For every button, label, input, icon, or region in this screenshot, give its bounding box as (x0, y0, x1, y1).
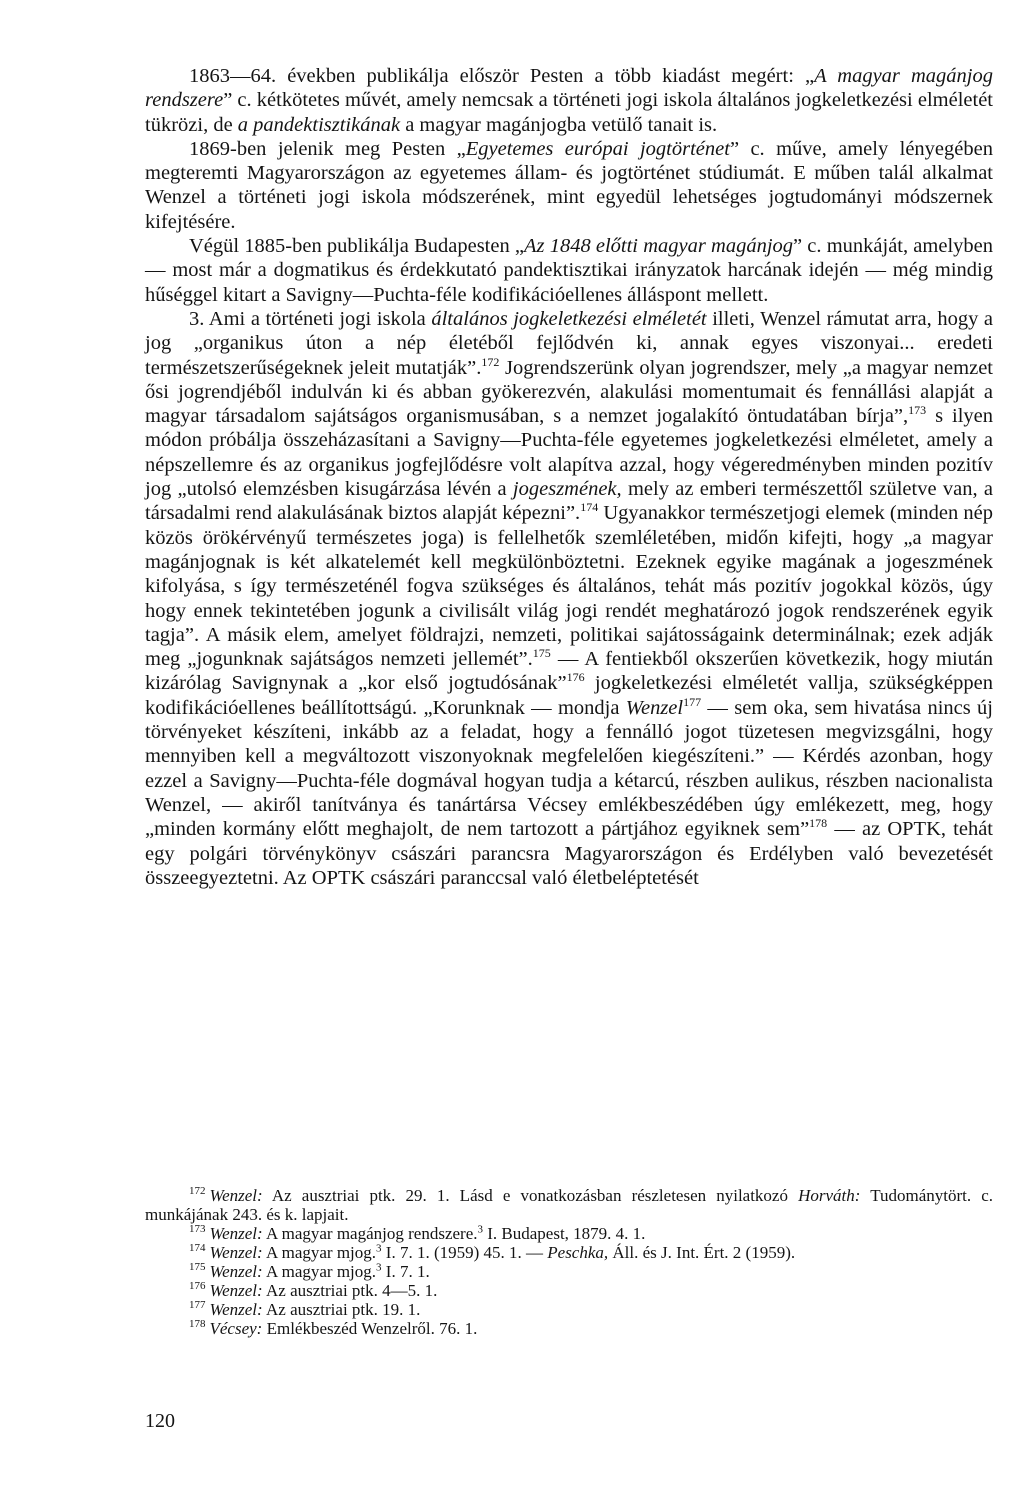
footnote-author: Wenzel: (209, 1243, 263, 1262)
book-title: A magyar magánjog rendszere (145, 65, 993, 112)
edition-sup: 3 (477, 1223, 483, 1236)
text-run: ” c. munkáját, amelyben — most már a dogmatikus és érdekkutató pandektisztikai irányzatok harcának idején — még mindig hűséggel kitart a Savigny—Puchta-féle kodifikációellenes álláspont mellett. (145, 235, 993, 306)
text-run: ” c. műve, amely lényegében megteremti Magyarországon az egyetemes állam- és jogtörténet stúdiumát. E műben talál alkalmat Wenzel a történeti jogi iskola módszerének, mint egyedül lehetséges jogtudományi módszernek kifejtésére. (145, 137, 993, 233)
footnotes (145, 1186, 993, 1338)
emphasis: a pandektisztikának (237, 113, 401, 136)
author-name: Wenzel (625, 696, 684, 719)
text-run: jogkeletkezési elméletét vallja, szükségképpen kodifikációellenes beállítottságú. „Korunknak — mondja (145, 672, 993, 719)
footnote-number: 172 (189, 1185, 206, 1198)
text-run: — az OPTK, tehát egy polgári törvénykönyv császári parancsra Magyarországon és Erdélyben való bevezetését összeegyeztetni. Az OPTK császári paranccsal való életbeléptetését (145, 818, 993, 889)
book-title: Egyetemes európai jogtörténet (465, 137, 730, 160)
footnote-text: Az ausztriai ptk. 29. 1. Lásd e vonatkozásban részletesen nyilatkozó (262, 1186, 799, 1205)
footnote-number: 174 (189, 1242, 206, 1255)
text-run: ” c. kétkötetes művét, amely nemcsak a történeti jogi iskola általános jogkeletkezési elméletét tükrözi, de (145, 89, 993, 136)
text-run: 1869-ben jelenik meg Pesten „ (189, 137, 466, 160)
footnote-author: Wenzel: (209, 1186, 263, 1205)
footnote-177 (145, 1300, 993, 1319)
footnote-text: A magyar mjog. (262, 1243, 377, 1262)
footnote-text: Az ausztriai ptk. 19. 1. (262, 1300, 421, 1319)
paragraph-4 (145, 307, 993, 890)
footnote-ref[interactable]: 174 (580, 500, 599, 515)
edition-sup: 3 (376, 1261, 382, 1274)
text-run: illeti, Wenzel rámutat arra, hogy a jog „organikus úton a nép életéből fejlődvén ki, annak egyes viszonyai... eredeti természetszerűségeknek jeleit mutatják”. (145, 307, 993, 379)
text-run: — A fentiekből okszerűen következik, hogy miután kizárólag Savignynak a „kor első jogtudósának” (145, 648, 993, 695)
footnote-text: I. 7. 1. (381, 1262, 430, 1281)
footnote-author: Wenzel: (209, 1300, 263, 1319)
edition-sup: 3 (376, 1242, 382, 1255)
text-run: a magyar magánjogba vetülő tanait is. (400, 113, 718, 136)
footnote-ref[interactable]: 175 (532, 646, 551, 661)
footnote-text: A magyar mjog. (262, 1262, 377, 1281)
text-run: Ugyanakkor természetjogi elemek (minden nép közös örökérvényű természetes joga) is fellelhetők szemléletében, midőn kifejti, hogy „a magyar magánjognak is két alkatelemét kell megkülönböztetni. Ezeknek egyike magának a jogeszmének kifolyása, s így természeténél fogva szükséges és általános, tehát más pozitív jogokkal közös, úgy hogy ennek tekintetében jogunk a civilisált világ jogi rendét meghatározó jogok rendszerének egyik tagja”. A másik elem, amelyet földrajzi, nemzeti, politikai sajátosságaink determinálnak; ezek adják meg „jogunknak sajátságos nemzeti jellemét”. (145, 502, 993, 671)
footnote-ref[interactable]: 173 (908, 403, 927, 418)
text-run: mely az emberi természettől születve van, a társadalmi rend alakulásának biztos alapját képezni”. (145, 478, 993, 525)
footnote-178 (145, 1319, 993, 1338)
footnote-172 (145, 1186, 993, 1224)
footnote-174 (145, 1243, 993, 1262)
footnote-176 (145, 1281, 993, 1300)
text-run: 3. Ami a történeti jogi iskola (189, 307, 432, 330)
footnote-author: Wenzel: (209, 1281, 263, 1300)
footnote-number: 176 (189, 1280, 206, 1293)
text-run: Végül 1885-ben publikálja Budapesten „ (189, 235, 524, 258)
footnote-text: A magyar magánjog rendszere. (262, 1224, 478, 1243)
footnote-ref[interactable]: 177 (683, 694, 702, 709)
footnote-ref[interactable]: 176 (566, 670, 585, 685)
footnote-text: Tudománytört. c. munkájának 243. és k. lapjait. (145, 1186, 993, 1224)
paragraph-2 (145, 137, 993, 234)
emphasis: jogeszmének, (512, 478, 622, 501)
footnote-author: Wenzel: (209, 1224, 263, 1243)
emphasis: általános jogkeletkezési elméletét (431, 307, 707, 330)
footnote-number: 173 (189, 1223, 206, 1236)
text-run: 1863—64. években publikálja először Pesten a több kiadást megért: „ (189, 65, 815, 87)
footnote-text: Emlékbeszéd Wenzelről. 76. 1. (262, 1319, 478, 1338)
paragraph-3 (145, 234, 993, 307)
footnote-text: I. Budapest, 1879. 4. 1. (483, 1224, 646, 1243)
footnote-text: I. 7. 1. (1959) 45. 1. — (381, 1243, 548, 1262)
footnote-number: 175 (189, 1261, 206, 1274)
footnote-author: Vécsey: (209, 1319, 263, 1338)
footnote-175 (145, 1262, 993, 1281)
body-text (145, 64, 993, 890)
footnote-author: Peschka, (547, 1243, 609, 1262)
footnote-ref[interactable]: 178 (809, 816, 828, 831)
text-run: Jogrendszerünk olyan jogrendszer, mely „a magyar nemzet ősi jogrendjéből indulván ki és abban gyökerezvén, alakulási momentumait és fennállási alapját a magyar társadalom sajátságos organismusában, s a nemzet jogalakító öntudatában bírja”, (145, 356, 993, 428)
footnote-text: Áll. és J. Int. Ért. 2 (1959). (608, 1243, 796, 1262)
page-number: 120 (145, 1410, 175, 1432)
text-run: s ilyen módon próbálja összeházasítani a Savigny—Puchta-féle egyetemes jogkeletkezési elméletet, amely a népszellemre és az organikus jogfejlődésre volt alapítva azzal, hogy végeredményben minden pozitív jog „utolsó elemzésben kisugárzása lévén a (145, 405, 993, 501)
book-title: Az 1848 előtti magyar magánjog (524, 235, 794, 258)
paragraph-1 (145, 64, 993, 137)
footnote-number: 177 (189, 1299, 206, 1312)
footnote-text: Az ausztriai ptk. 4—5. 1. (262, 1281, 438, 1300)
footnote-number: 178 (189, 1318, 206, 1331)
footnote-173 (145, 1224, 993, 1243)
footnote-ref[interactable]: 172 (481, 354, 500, 369)
footnote-author: Horváth: (798, 1186, 861, 1205)
footnote-author: Wenzel: (209, 1262, 263, 1281)
text-run: — sem oka, sem hivatása nincs új törvényeket készíteni, inkább az a feladat, hogy a fennálló jogot tüzetesen megvizsgálni, hogy mennyiben kell a megváltozott viszonyoknak megfelelően kiegészíteni.” — Kérdés azonban, hogy ezzel a Savigny—Puchta-féle dogmával hogyan tudja a kétarcú, részben aulikus, részben nacionalista Wenzel, — akiről tanítványa és tanártársa Vécsey emlékbeszédében úgy emlékezett, meg, hogy „minden kormány előtt meghajolt, de nem tartozott a pártjához egyiknek sem” (145, 696, 994, 841)
